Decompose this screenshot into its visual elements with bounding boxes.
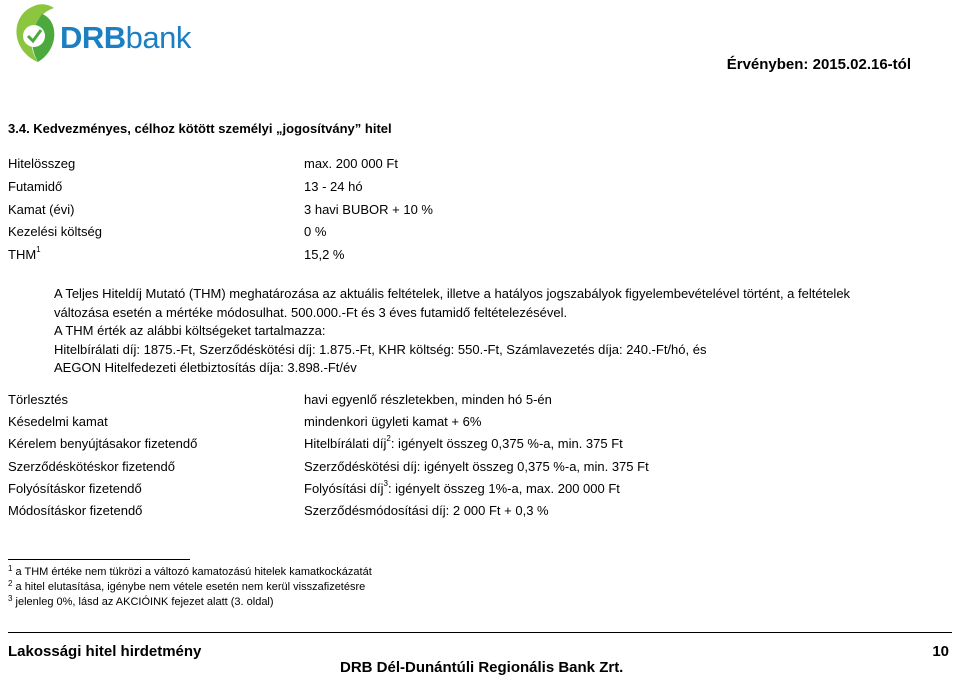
section-title: 3.4. Kedvezményes, célhoz kötött személyi „jogosítvány” hitel: [8, 121, 392, 136]
term-label: Kamat (évi): [8, 202, 75, 217]
fee-label: Törlesztés: [8, 392, 68, 407]
footnote-ref: 1: [36, 245, 41, 254]
footer-page-number: 10: [932, 643, 949, 660]
logo-wordmark-bold: DRB: [60, 20, 126, 55]
fee-value: havi egyenlő részletekben, minden hó 5-én: [304, 392, 552, 407]
fee-value-text: : igényelt összeg 1%-a, max. 200 000 Ft: [387, 481, 620, 496]
fee-label: Módosításkor fizetendő: [8, 503, 143, 518]
thm-info-line: AEGON Hitelfedezeti életbiztosítás díja: 3.898.-Ft/év: [54, 360, 357, 375]
term-value: 0 %: [304, 224, 327, 239]
fee-value: [304, 481, 620, 496]
thm-info-line: A Teljes Hiteldíj Mutató (THM) meghatározása az aktuális feltételek, illetve a hatályos jogszabályok figyelembevételével történt, a feltételek: [54, 286, 851, 301]
drb-bank-logo: [8, 2, 191, 66]
footnote: [8, 596, 274, 608]
term-label-text: THM: [8, 247, 37, 262]
footer-document-title: Lakossági hitel hirdetmény: [8, 643, 202, 660]
logo-wordmark-light: bank: [125, 20, 191, 55]
term-label: Hitelösszeg: [8, 156, 76, 171]
term-label: Futamidő: [8, 179, 63, 194]
footnote-number: 2: [8, 579, 13, 588]
logo-wordmark: [60, 20, 191, 56]
term-value: 13 - 24 hó: [304, 179, 363, 194]
fee-value: Szerződéskötési díj: igényelt összeg 0,375 %-a, min. 375 Ft: [304, 459, 649, 474]
thm-info-line: Hitelbírálati díj: 1875.-Ft, Szerződéskötési díj: 1.875.-Ft, KHR költség: 550.-Ft, Számlavezetés díja: 240.-Ft/hó, és: [54, 342, 707, 357]
footer-bank-name: DRB Dél-Dunántúli Regionális Bank Zrt.: [340, 659, 624, 676]
footnote: [8, 581, 365, 593]
leaf-icon: [8, 2, 60, 66]
footnote-ref: 3: [383, 479, 388, 488]
thm-info-line: változása esetén a mértéke módosulhat. 500.000.-Ft és 3 éves futamidő feltételezésével.: [54, 305, 568, 320]
footnote-text: jelenleg 0%, lásd az AKCIÓINK fejezet alatt (3. oldal): [15, 596, 274, 608]
fee-value: [304, 436, 623, 451]
fee-value: Szerződésmódosítási díj: 2 000 Ft + 0,3 %: [304, 503, 549, 518]
term-value: 15,2 %: [304, 247, 345, 262]
fee-label: Késedelmi kamat: [8, 414, 108, 429]
fee-value-text: Folyósítási díj: [304, 481, 384, 496]
term-value: 3 havi BUBOR + 10 %: [304, 202, 433, 217]
fee-value-text: : igényelt összeg 0,375 %-a, min. 375 Ft: [390, 436, 623, 451]
footnote-separator: [8, 559, 190, 560]
footnote-number: 3: [8, 594, 13, 603]
fee-value-text: Hitelbírálati díj: [304, 436, 387, 451]
footnote-number: 1: [8, 564, 13, 573]
thm-info-line: A THM érték az alábbi költségeket tartalmazza:: [54, 323, 326, 338]
term-value: max. 200 000 Ft: [304, 156, 398, 171]
footnote-ref: 2: [386, 434, 391, 443]
fee-label: Kérelem benyújtásakor fizetendő: [8, 436, 198, 451]
validity-date: Érvényben: 2015.02.16-tól: [726, 56, 911, 73]
term-label: Kezelési költség: [8, 224, 102, 239]
footer-separator: [8, 632, 952, 633]
term-label: [8, 247, 41, 262]
footnote-text: a THM értéke nem tükrözi a változó kamatozású hitelek kamatkockázatát: [15, 566, 372, 578]
footnote-text: a hitel elutasítása, igénybe nem vétele esetén nem kerül visszafizetésre: [15, 581, 366, 593]
fee-label: Folyósításkor fizetendő: [8, 481, 142, 496]
fee-value: mindenkori ügyleti kamat + 6%: [304, 414, 482, 429]
fee-label: Szerződéskötéskor fizetendő: [8, 459, 175, 474]
footnote: [8, 566, 372, 578]
